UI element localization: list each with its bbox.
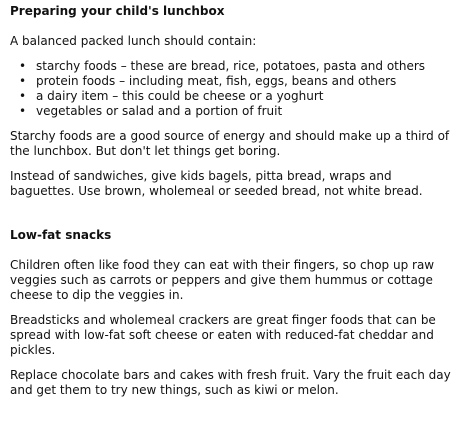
- bullet-icon: •: [19, 59, 27, 73]
- list-item: • starchy foods – these are bread, rice, potatoes, pasta and others: [19, 59, 426, 73]
- starchy-foods-paragraph: Starchy foods are a good source of energy and should make up a third of the lunchbox. But don't let things get boring.: [10, 129, 450, 158]
- sandwich-alternatives-paragraph: Instead of sandwiches, give kids bagels, pitta bread, wraps and baguettes. Use brown, wholemeal or seeded bread, not white bread.: [10, 169, 423, 198]
- section-title-lunchbox: Preparing your child's lunchbox: [10, 4, 225, 18]
- list-item: • vegetables or salad and a portion of fruit: [19, 104, 283, 118]
- finger-food-paragraph: Children often like food they can eat with their fingers, so chop up raw veggies such as carrots or peppers and give them hummus or cottage cheese to dip the veggies in.: [10, 258, 435, 302]
- intro-text: A balanced packed lunch should contain:: [10, 34, 257, 48]
- bullet-icon: •: [19, 74, 27, 88]
- lunch-contents-list: [10, 59, 459, 119]
- section-spacer: [10, 209, 459, 228]
- bullet-icon: •: [19, 104, 27, 118]
- list-item: • protein foods – including meat, fish, eggs, beans and others: [19, 74, 397, 88]
- list-item: • a dairy item – this could be cheese or a yoghurt: [19, 89, 324, 103]
- section-title-low-fat-snacks: Low-fat snacks: [10, 228, 112, 242]
- bullet-icon: •: [19, 89, 27, 103]
- breadsticks-paragraph: Breadsticks and wholemeal crackers are great finger foods that can be spread with low-fat soft cheese or eaten with reduced-fat cheddar and pickles.: [10, 313, 436, 357]
- fresh-fruit-paragraph: Replace chocolate bars and cakes with fresh fruit. Vary the fruit each day and get them to try new things, such as kiwi or melon.: [10, 368, 451, 397]
